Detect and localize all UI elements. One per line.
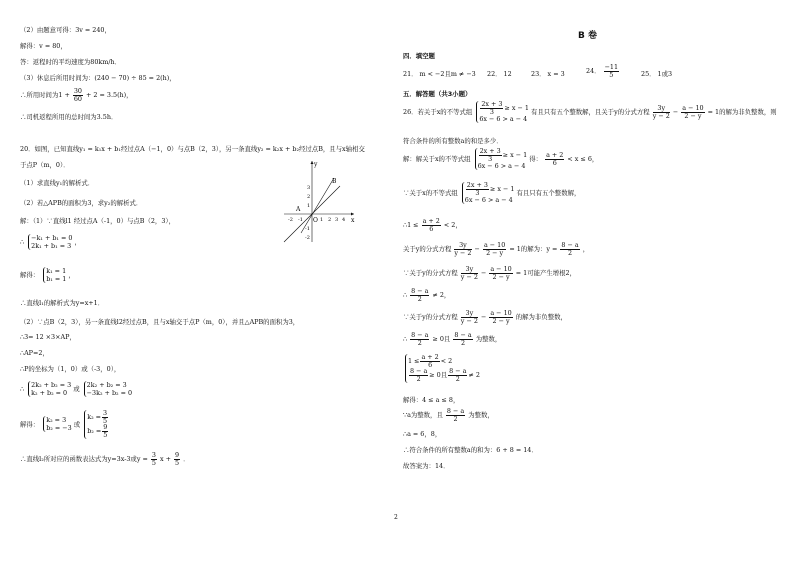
solution-line: ∵关于y的分式方程 $\frac{3y}{y - 2}$ − $\frac{a - 10}{2 - y}$ = 1可能产生增根2， (403, 265, 577, 281)
x-axis-arrow (351, 213, 354, 216)
x-tick: 4 (342, 217, 346, 223)
y-tick: 3 (307, 185, 311, 191)
x-tick: -2 (288, 217, 293, 223)
text-line: ∴AP=2， (20, 349, 49, 357)
answer-25: 25． 1或3 (641, 70, 673, 78)
y-tick-labels (305, 185, 310, 241)
brace-system: 2k₂ + b₂ = 3 −3k₂ + b₂ = 0 (84, 381, 132, 397)
text-line: （3）休息后所用时间为：(240 − 70) ÷ 85 = 2(h)， (20, 74, 176, 82)
section-title: B 卷 (578, 31, 597, 41)
text-line: 故答案为：14． (403, 462, 450, 470)
answer-24: 24． $\frac{-11}{5}$ (586, 63, 619, 79)
fraction: $\frac{30}{60}$ (73, 87, 82, 103)
inequality-system: $\frac{2x + 3}{3}$ ≥ x − 1 6x − 6 > a − 4 (476, 101, 529, 123)
text-line: 解：（1）∵直线l1 经过点A（-1，0）与点B（2，3）， (20, 217, 175, 225)
solution-line: 解：解关于x的不等式组 $\frac{2x + 3}{3}$ ≥ x − 1 6x − 6 > a − 4 得： $\frac{a + 2}{6}$ < x ≤ 6， (403, 147, 599, 171)
text-line: ∴P的坐标为（1，0）或（-3，0）， (20, 365, 121, 373)
equation-system: 解得： k₂ = 3 b₂ = −3 或 k₂ = $\frac{3}{5}$ b₂ = $\frac{9}{5}$ (20, 409, 108, 440)
coordinate-graph (282, 158, 358, 244)
x-tick: 3 (335, 217, 339, 223)
section-heading: 五．解答题（共3小题） (403, 90, 472, 98)
brace-system: k₂ = $\frac{3}{5}$ b₂ = $\frac{9}{5}$ (84, 410, 109, 439)
equation-system: ∴ 2k₂ + b₂ = 3 k₂ + b₂ = 0 或 2k₂ + b₂ = 3 −3k₂ + b₂ = 0 (20, 381, 133, 397)
text-line: （2）若△APB的面积为3，求y₂的解析式． (20, 199, 143, 207)
x-axis-label: x (351, 217, 355, 224)
y-axis-label: y (314, 161, 318, 168)
question-26-text: 26．若关于x的不等式组 $\frac{2x + 3}{3}$ ≥ x − 1 6x − 6 > a − 4 有且只有五个整数解，且关于y的分式方程 $\frac{3y}{y - 2}$ − $\frac{a - 10}{2 - y}$ = 1的解为非负整数，则 (403, 100, 777, 124)
origin-label: O (313, 217, 318, 224)
answer-21: 21． m < −2且m ≠ −3 (403, 70, 476, 78)
equation-system: ∴ −k₁ + b₁ = 0 2k₁ + b₁ = 3 ， (20, 234, 81, 250)
y-tick: 1 (307, 203, 311, 209)
solution-line: ∴ $\frac{8 - a}{2}$ ≠ 2， (403, 287, 451, 303)
text-line: ∴直线l₂所对应的函数表达式为y=3x-3或y = $\frac{3}{5}$ x + $\frac{9}{5}$ ． (20, 451, 190, 467)
point-b-label: B (332, 178, 337, 185)
page-number: 2 (394, 514, 398, 521)
equation-system: 解得： k₁ = 1 b₁ = 1 ， (20, 267, 75, 283)
text-line: ∴所用时间为1 + $\frac{30}{60}$ + 2 = 3.5(h)， (20, 87, 133, 103)
solution-line: ∴ $\frac{8 - a}{2}$ ≥ 0且 $\frac{8 - a}{2}$ 为整数， (403, 331, 502, 347)
solution-line: ∵关于x的不等式组 $\frac{2x + 3}{3}$ ≥ x − 1 6x − 6 > a − 4 有且只有五个整数解， (403, 181, 581, 205)
y-tick: 2 (307, 194, 311, 200)
text-line: 答：返程时的平均速度为80km/h． (20, 58, 122, 66)
text-line: 于点P（m，0）． (20, 161, 70, 169)
solution-line: ∵a为整数，且 $\frac{8 - a}{2}$ 为整数， (403, 407, 494, 423)
line-l2 (301, 178, 334, 233)
brace-system: −k₁ + b₁ = 0 2k₁ + b₁ = 3 (28, 234, 72, 250)
x-tick: -1 (298, 217, 303, 223)
answer-23: 23． x = 3 (531, 70, 565, 78)
section-heading: 四．填空题 (403, 52, 435, 60)
solution-line: ∵关于y的分式方程 $\frac{3y}{y - 2}$ − $\frac{a - 10}{2 - y}$ 的解为非负整数， (403, 309, 567, 325)
text-line: ∴3= 12 ×3×AP， (20, 333, 76, 341)
text-line: ∴a = 6，8， (403, 430, 442, 438)
y-tick: -2 (305, 235, 310, 241)
brace-system: k₁ = 1 b₁ = 1 (43, 267, 66, 283)
point-a-label: A (296, 206, 301, 213)
brace-system: 2k₂ + b₂ = 3 k₂ + b₂ = 0 (28, 381, 71, 397)
text-line: ∴直线l₁的解析式为y=x+1． (20, 299, 105, 307)
text-line: 符合条件的所有整数a的和是多少． (403, 137, 503, 145)
x-tick: 1 (320, 217, 324, 223)
text-line: 解得：v = 80， (20, 42, 67, 50)
text-line: （2）由题意可得：3v = 240， (20, 26, 111, 34)
solution-line: ∴1 ≤ $\frac{a + 2}{6}$ < 2， (403, 217, 462, 233)
text-line: ∴司机返程所用的总时间为3.5h． (20, 113, 118, 121)
text-line: ∴符合条件的所有整数a的和为：6 + 8 = 14． (403, 446, 538, 454)
x-tick: 2 (328, 217, 332, 223)
answer-22: 22． 12 (487, 70, 512, 78)
text-line: （1）求直线y₁的解析式． (20, 179, 95, 187)
solution-line: 关于y的分式方程 $\frac{3y}{y - 2}$ − $\frac{a - 10}{2 - y}$ = 1的解为：y = $\frac{8 - a}{2}$ ， (403, 241, 590, 257)
solution-line (403, 354, 480, 383)
inequality-system: 1 ≤ $\frac{a + 2}{6}$ < 2 $\frac{8 - a}{2}$ ≥ 0且 $\frac{8 - a}{2}$ ≠ 2 (405, 354, 480, 383)
text-line: （2）∵点B（2，3），另一条直线l2经过点B，且与x轴交于点P（m，0），并且△APB的面积为3， (20, 318, 300, 326)
y-tick: -1 (305, 226, 310, 232)
question-20-text: 20．如图，已知直线y₁ = k₁x + b₁经过点A（−1，0）与点B（2，3），另一条直线y₂ = k₂x + b₂经过点B，且与x轴相交 (20, 145, 365, 153)
text-line: 解得：4 ≤ a ≤ 8， (403, 396, 460, 404)
brace-system: k₂ = 3 b₂ = −3 (43, 416, 72, 432)
